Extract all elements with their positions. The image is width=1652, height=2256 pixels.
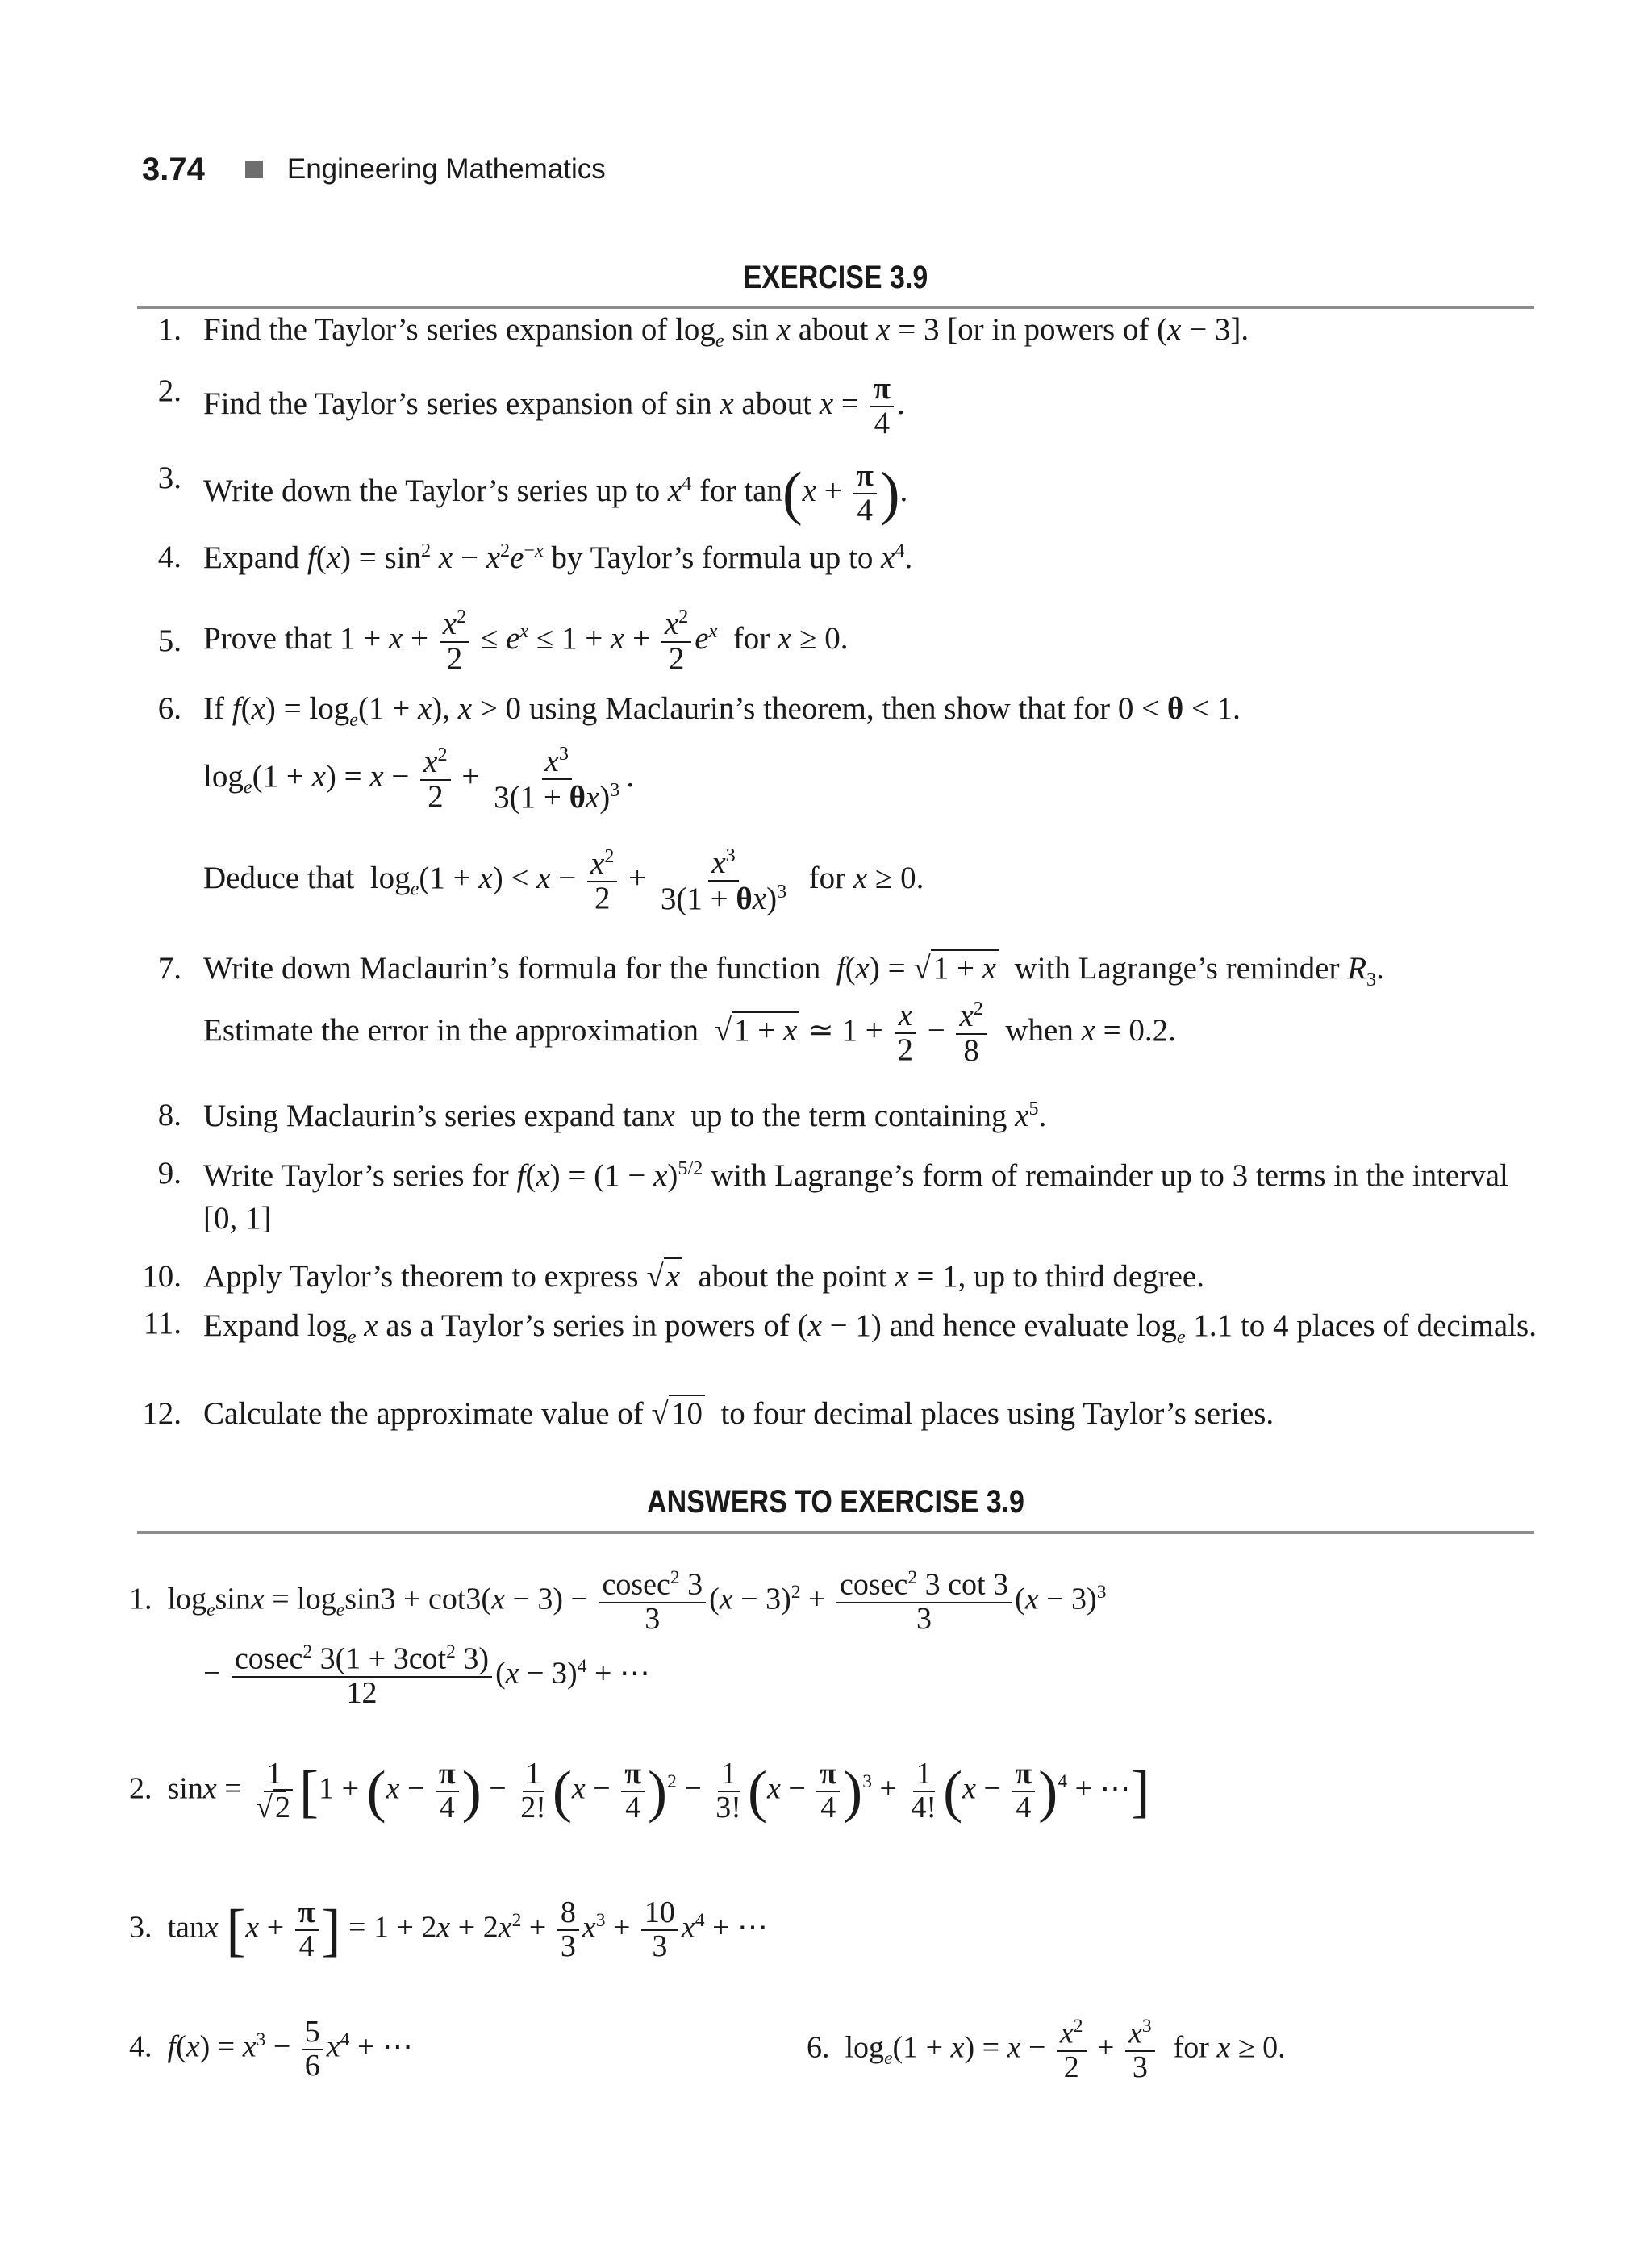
exercise-rule — [137, 306, 1534, 309]
page-number: 3.74 — [142, 151, 205, 187]
answers-heading: ANSWERS TO EXERCISE 3.9 — [647, 1484, 1024, 1520]
book-title: Engineering Mathematics — [286, 153, 606, 185]
answers-rule — [137, 1531, 1534, 1534]
answer-1-cont: − $\frac{cosec^2 3(1 + 3\cot^2 3)}{12}$ $(x - 3)^4$ + ⋯ — [203, 1641, 650, 1710]
running-header — [142, 145, 606, 194]
square-bullet-icon — [245, 161, 263, 178]
answer-2: 2. sinx = $\frac{1}{√2}$ [1 + (x − $\frac{\pi}{4}$ ) − $\frac{1}{2!}$ (x − $\frac{\pi}{4}$ )$^2$ − $\frac{1}{3!}$ (x − $\frac{\pi}{4}$ )$^3$ + $\frac{1}{4!}$ (x − $\frac{\pi}{4}$ )$^4$ + ⋯] — [129, 1757, 1150, 1824]
answer-3: 3. tanx [x + $\frac{\pi}{4}$ ] = $1 + 2x + 2x^2$ + $\frac{8}{3}$ $x^3$ + $\frac{10}{3}$ $x^4$ + ⋯ — [129, 1895, 769, 1963]
exercise-heading: EXERCISE 3.9 — [743, 260, 928, 295]
answer-4: 4. $f(x) = x^3$ − $\frac{5}{6}$ $x^4$ + ⋯ — [129, 2015, 413, 2083]
answer-1: 1. $\log_e\sin x = \log_e\sin 3 + \cot 3(x - 3)$ − $\frac{cosec^2 3}{3}$ $(x - 3)^2$ + $\frac{cosec^2 3 \cot 3}{3}$ $(x - 3)^3$ — [129, 1567, 1107, 1636]
answer-6: 6. $\log_e(1 + x) = x$ − $\frac{x^2}{2}$ + $\frac{x^3}{3}$ for x ≥ 0. — [807, 2016, 1286, 2084]
